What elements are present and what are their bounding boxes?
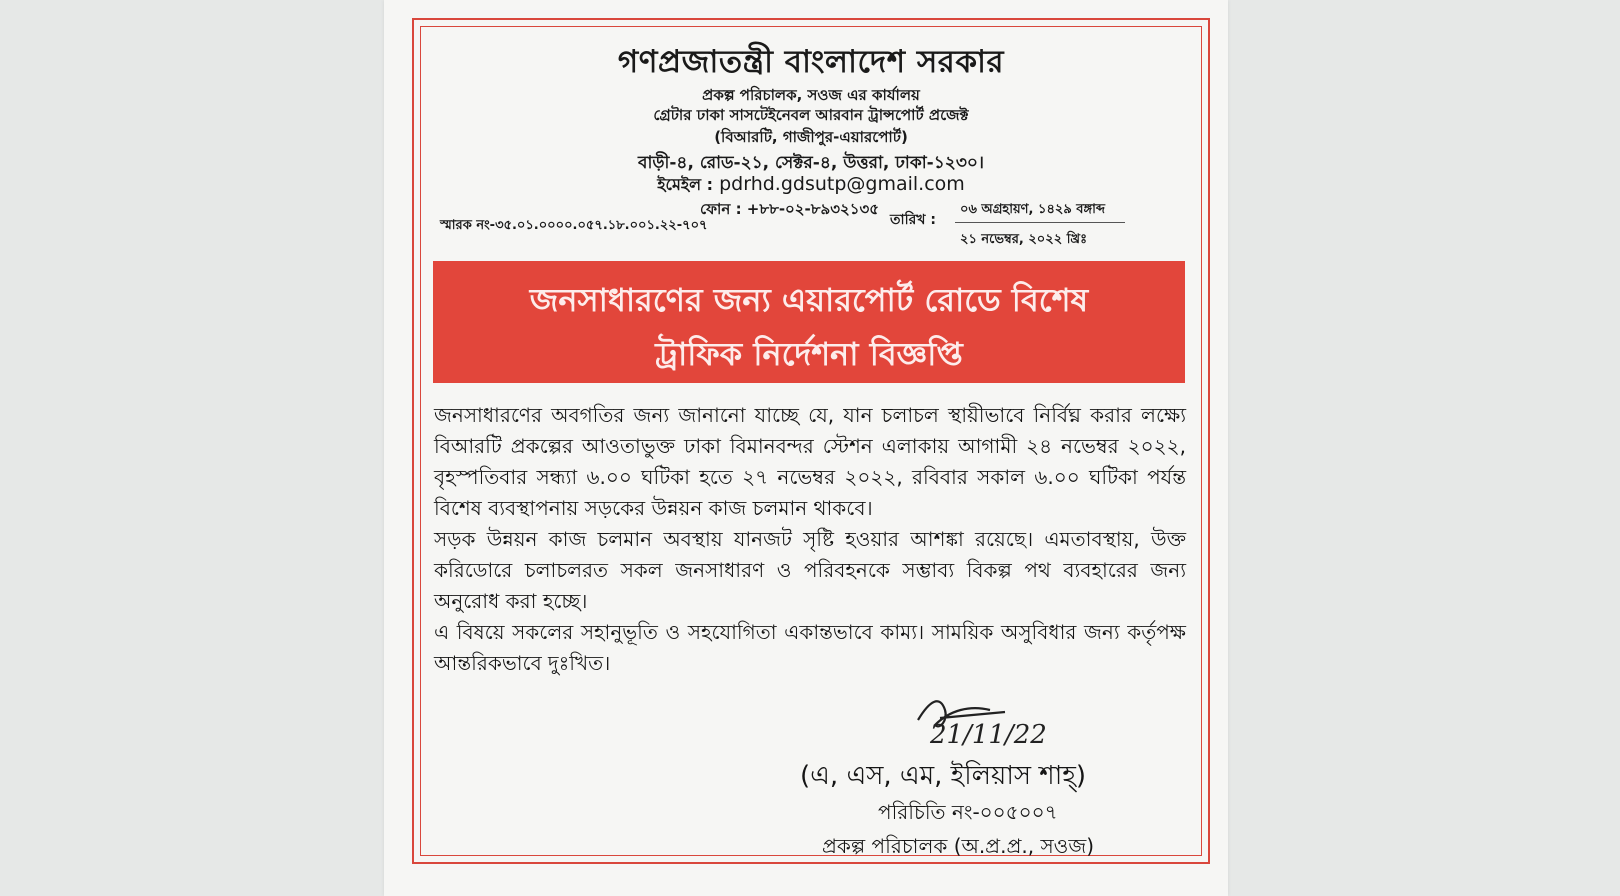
office-name: প্রকল্প পরিচালক, সওজ এর কার্যালয়	[702, 86, 920, 104]
brt-route: (বিআরটি, গাজীপুর-এয়ারপোর্ট)	[714, 128, 908, 146]
reference-number: স্মারক নং-৩৫.০১.০০০০.০৫৭.১৮.০০১.২২-৭০৭	[440, 218, 708, 233]
notice-headline-banner	[433, 261, 1185, 383]
signature-date: 21/11/22	[930, 720, 1047, 750]
email-label: ইমেইল :	[657, 175, 714, 194]
body-paragraph-3: এ বিষয়ে সকলের সহানুভূতি ও সহযোগিতা একান্তভাবে কাম্য। সাময়িক অসুবিধার জন্য কর্তৃপক্ষ আন্তরিকভাবে দুঃখিত।	[434, 620, 1186, 675]
headline-line-1: জনসাধারণের জন্য এয়ারপোর্ট রোডে বিশেষ	[529, 281, 1089, 319]
headline-line-2: ট্রাফিক নির্দেশনা বিজ্ঞপ্তি	[655, 335, 963, 373]
office-address: বাড়ী-৪, রোড-২১, সেক্টর-৪, উত্তরা, ঢাকা-১২৩০।	[637, 153, 984, 173]
date-bangla: ০৬ অগ্রহায়ণ, ১৪২৯ বঙ্গাব্দ	[960, 202, 1106, 217]
phone-number: ফোন : +৮৮-০২-৮৯৩২১৩৫	[700, 200, 879, 218]
signatory-name: (এ, এস, এম, ইলিয়াস শাহ্)	[800, 761, 1087, 791]
signatory-id: পরিচিতি নং-০০৫০০৭	[878, 800, 1058, 824]
project-name: গ্রেটার ঢাকা সাসটেইনেবল আরবান ট্রান্সপোর্ট প্রজেক্ট	[653, 106, 969, 124]
government-title: গণপ্রজাতন্ত্রী বাংলাদেশ সরকার	[617, 44, 1005, 80]
date-divider	[955, 222, 1125, 223]
body-paragraph-1: জনসাধারণের অবগতির জন্য জানানো যাচ্ছে যে, যান চলাচল স্থায়ীভাবে নির্বিঘ্ন করার লক্ষ্যে বিআরটি প্রকল্পের আওতাভুক্ত ঢাকা বিমানবন্দর স্টেশন এলাকায় আগামী ২৪ নভেম্বর ২০২২, বৃহস্পতিবার সন্ধ্যা ৬.০০ ঘটিকা হতে ২৭ নভেম্বর ২০২২, রবিবার সকাল ৬.০০ ঘটিকা পর্যন্ত বিশেষ ব্যবস্থাপনায় সড়কের উন্নয়ন কাজ চলমান থাকবে।	[434, 403, 1186, 520]
email-address: pdrhd.gdsutp@gmail.com	[719, 173, 965, 195]
body-paragraph-2: সড়ক উন্নয়ন কাজ চলমান অবস্থায় যানজট সৃষ্টি হওয়ার আশঙ্কা রয়েছে। এমতাবস্থায়, উক্ত করিডোরে চলাচলরত সকল জনসাধারণ ও পরিবহনকে সম্ভাব্য বিকল্প পথ ব্যবহারের জন্য অনুরোধ করা হচ্ছে।	[434, 527, 1186, 613]
date-label: তারিখ :	[890, 212, 936, 228]
date-english: ২১ নভেম্বর, ২০২২ খ্রিঃ	[960, 232, 1088, 247]
notice-body	[434, 400, 1186, 679]
email-line	[412, 172, 1210, 199]
signatory-title: প্রকল্প পরিচালক (অ.প্র.প্র., সওজ)	[822, 834, 1095, 858]
